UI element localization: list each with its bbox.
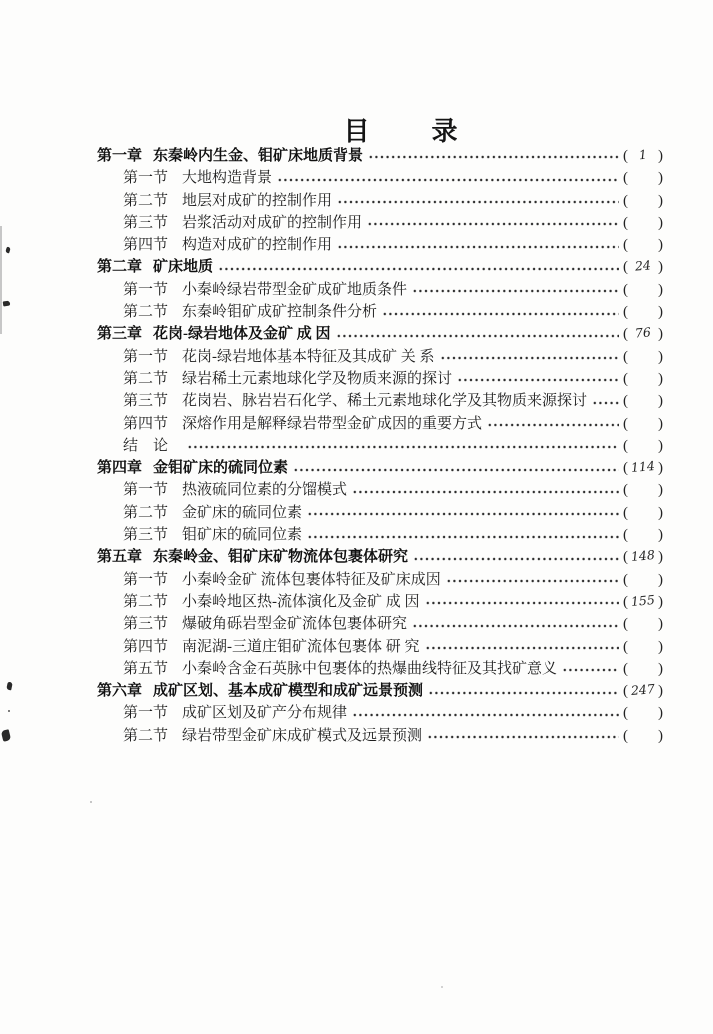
toc-entry-label: 第四节 — [123, 415, 169, 432]
close-paren: ) — [658, 148, 663, 164]
open-paren: ( — [623, 170, 628, 187]
toc-row — [97, 167, 663, 189]
toc-row — [97, 479, 663, 501]
open-paren: ( — [623, 281, 628, 298]
toc-entry-title: 深熔作用是解释绿岩带型金矿成因的重要方式 — [182, 415, 483, 432]
dot-leader — [425, 639, 619, 654]
open-paren: ( — [623, 660, 628, 677]
toc-row — [97, 301, 663, 323]
toc-entry-page — [623, 279, 663, 301]
dot-leader — [425, 595, 619, 610]
page-number — [628, 537, 658, 540]
open-paren: ( — [623, 437, 628, 454]
dot-leader — [412, 617, 619, 632]
page-number — [628, 648, 658, 651]
open-paren: ( — [623, 727, 628, 744]
dot-leader — [307, 505, 619, 520]
ink-smudge — [90, 801, 92, 803]
toc-entry-label: 第一章 — [97, 148, 143, 164]
toc-row — [97, 212, 663, 234]
toc-entry-page — [623, 569, 663, 591]
dot-leader — [562, 661, 619, 676]
toc-entry-label: 第一节 — [123, 705, 169, 722]
page-number — [628, 626, 658, 629]
ink-smudge — [5, 247, 11, 254]
page-number — [628, 425, 658, 428]
close-paren: ) — [658, 527, 663, 544]
dot-leader — [352, 706, 619, 721]
toc-entry-label: 第三节 — [123, 214, 169, 231]
close-paren: ) — [658, 437, 663, 454]
dot-leader — [307, 528, 619, 543]
close-paren: ) — [658, 482, 663, 499]
toc-entry-title: 钼矿床的硫同位素 — [182, 527, 303, 544]
toc-entry-page — [623, 346, 663, 368]
close-paren: ) — [658, 727, 663, 744]
toc-entry-title: 成矿区划及矿产分布规律 — [182, 705, 348, 722]
open-paren: ( — [623, 370, 628, 387]
toc-entry-label: 结 论 — [123, 437, 169, 454]
close-paren: ) — [658, 616, 663, 633]
toc-entry-title: 花岗-绿岩地体及金矿 成 因 — [153, 326, 331, 343]
toc-entry-title: 花岗-绿岩地体基本特征及其成矿 关 系 — [182, 348, 435, 365]
toc-entry-title: 东秦岭金、钼矿床矿物流体包裹体研究 — [153, 549, 409, 566]
toc-entry-label: 第二节 — [123, 192, 169, 209]
toc-entry-label: 第二节 — [123, 370, 169, 387]
toc-entry-label: 第二节 — [123, 304, 169, 321]
toc-row — [97, 435, 663, 457]
toc-row — [97, 569, 663, 591]
dot-leader — [446, 572, 619, 587]
toc-entry-page — [623, 234, 663, 256]
toc-entry-page — [623, 167, 663, 189]
toc-entry-label: 第五节 — [123, 660, 169, 677]
toc-entry-title: 南泥湖-三道庄钼矿流体包裹体 研 究 — [182, 638, 420, 655]
toc-entry-page — [623, 457, 663, 479]
open-paren: ( — [623, 348, 628, 365]
toc-entry-label: 第三节 — [123, 527, 169, 544]
dot-leader — [337, 238, 619, 253]
page-number: 247 — [630, 681, 656, 699]
toc-row — [97, 725, 663, 747]
toc-entry-title: 绿岩稀土元素地球化学及物质来源的探讨 — [182, 370, 453, 387]
open-paren: ( — [623, 571, 628, 588]
open-paren: ( — [623, 683, 628, 700]
toc-entry-title: 小秦岭绿岩带型金矿成矿地质条件 — [182, 281, 408, 298]
dot-leader — [368, 149, 619, 164]
toc-entry-title: 小秦岭金矿 流体包裹体特征及矿床成因 — [182, 571, 441, 588]
page-number: 76 — [634, 324, 652, 342]
toc-entry-title: 矿床地质 — [153, 259, 214, 276]
toc-entry-label: 第五章 — [97, 549, 143, 566]
toc-entry-label: 第一节 — [123, 482, 169, 499]
open-paren: ( — [623, 148, 628, 164]
toc-list — [97, 145, 663, 747]
open-paren: ( — [623, 527, 628, 544]
toc-row — [97, 234, 663, 256]
open-paren: ( — [623, 460, 628, 477]
close-paren: ) — [658, 593, 663, 610]
toc-row — [97, 323, 663, 345]
close-paren: ) — [658, 170, 663, 187]
page-number: 114 — [630, 458, 656, 476]
toc-entry-label: 第一节 — [123, 170, 169, 187]
toc-entry-page — [623, 725, 663, 747]
toc-entry-title: 小秦岭含金石英脉中包裹体的热爆曲线特征及其找矿意义 — [182, 660, 558, 677]
page-title: 目录 — [343, 117, 520, 147]
toc-entry-title: 花岗岩、脉岩岩石化学、稀土元素地球化学及其物质来源探讨 — [182, 393, 588, 410]
toc-entry-page — [623, 658, 663, 680]
toc-entry-label: 第一节 — [123, 281, 169, 298]
close-paren: ) — [658, 237, 663, 254]
toc-entry-page — [623, 212, 663, 234]
dot-leader — [413, 550, 619, 565]
toc-entry-label: 第三章 — [97, 326, 143, 343]
page-number — [628, 492, 658, 495]
close-paren: ) — [658, 571, 663, 588]
page-number — [628, 291, 658, 294]
page-number — [628, 671, 658, 674]
close-paren: ) — [658, 683, 663, 700]
dot-leader — [412, 282, 619, 297]
dot-leader — [487, 416, 619, 431]
toc-entry-label: 第一节 — [123, 571, 169, 588]
toc-row — [97, 524, 663, 546]
toc-entry-page — [623, 502, 663, 524]
dot-leader — [382, 305, 619, 320]
dot-leader — [277, 171, 619, 186]
page-number — [628, 225, 658, 228]
toc-entry-title: 成矿区划、基本成矿模型和成矿远景预测 — [153, 683, 424, 700]
close-paren: ) — [658, 549, 663, 566]
close-paren: ) — [658, 705, 663, 722]
toc-entry-page — [623, 479, 663, 501]
page-number — [628, 202, 658, 205]
dot-leader — [427, 728, 619, 743]
ink-smudge — [441, 986, 443, 988]
close-paren: ) — [658, 214, 663, 231]
toc-entry-title: 构造对成矿的控制作用 — [182, 237, 333, 254]
scan-edge-line — [0, 226, 2, 334]
toc-entry-title: 热液硫同位素的分馏模式 — [182, 482, 348, 499]
page-number: 148 — [630, 547, 656, 565]
open-paren: ( — [623, 214, 628, 231]
toc-entry-label: 第二节 — [123, 504, 169, 521]
open-paren: ( — [623, 549, 628, 566]
toc-entry-page — [623, 301, 663, 323]
toc-entry-label: 第四章 — [97, 460, 143, 477]
toc-entry-title: 金矿床的硫同位素 — [182, 504, 303, 521]
toc-row — [97, 390, 663, 412]
toc-entry-page — [623, 323, 663, 345]
page-number — [628, 581, 658, 584]
page-number: 1 — [638, 146, 648, 163]
page-number — [628, 514, 658, 517]
toc-entry-page — [623, 256, 663, 278]
toc-entry-label: 第四节 — [123, 638, 169, 655]
ink-smudge — [1, 729, 11, 742]
toc-row — [97, 368, 663, 390]
close-paren: ) — [658, 326, 663, 343]
toc-entry-page — [623, 368, 663, 390]
toc-row — [97, 613, 663, 635]
page-number — [628, 180, 658, 183]
toc-entry-page — [623, 702, 663, 724]
toc-entry-page — [623, 435, 663, 457]
toc-entry-label: 第六章 — [97, 683, 143, 700]
toc-entry-label: 第三节 — [123, 393, 169, 410]
toc-entry-title: 岩浆活动对成矿的控制作用 — [182, 214, 363, 231]
toc-entry-label: 第二节 — [123, 593, 169, 610]
dot-leader — [457, 372, 619, 387]
dot-leader — [352, 483, 619, 498]
toc-entry-page — [623, 524, 663, 546]
open-paren: ( — [623, 415, 628, 432]
toc-row — [97, 546, 663, 568]
toc-row — [97, 413, 663, 435]
toc-entry-title: 爆破角砾岩型金矿流体包裹体研究 — [182, 616, 408, 633]
toc-entry-title: 金钼矿床的硫同位素 — [153, 460, 289, 477]
page-number — [628, 737, 658, 740]
toc-entry-title: 东秦岭钼矿成矿控制条件分析 — [182, 304, 378, 321]
close-paren: ) — [658, 460, 663, 477]
page-number — [628, 381, 658, 384]
close-paren: ) — [658, 370, 663, 387]
toc-row — [97, 680, 663, 702]
close-paren: ) — [658, 660, 663, 677]
close-paren: ) — [658, 638, 663, 655]
toc-entry-page — [623, 636, 663, 658]
toc-row — [97, 658, 663, 680]
toc-entry-page — [623, 145, 663, 167]
toc-entry-label: 第三节 — [123, 616, 169, 633]
open-paren: ( — [623, 393, 628, 410]
dot-leader — [592, 394, 619, 409]
dot-leader — [187, 439, 619, 454]
close-paren: ) — [658, 192, 663, 209]
close-paren: ) — [658, 348, 663, 365]
open-paren: ( — [623, 616, 628, 633]
toc-row — [97, 256, 663, 278]
close-paren: ) — [658, 281, 663, 298]
dot-leader — [336, 327, 619, 342]
page-number — [628, 247, 658, 250]
page-number — [628, 314, 658, 317]
toc-entry-page — [623, 390, 663, 412]
ink-smudge — [3, 301, 11, 307]
toc-entry-title: 地层对成矿的控制作用 — [182, 192, 333, 209]
close-paren: ) — [658, 415, 663, 432]
toc-entry-label: 第一节 — [123, 348, 169, 365]
open-paren: ( — [623, 705, 628, 722]
close-paren: ) — [658, 504, 663, 521]
toc-row — [97, 346, 663, 368]
toc-row — [97, 702, 663, 724]
page-number: 155 — [630, 591, 656, 609]
toc-entry-page — [623, 190, 663, 212]
open-paren: ( — [623, 482, 628, 499]
dot-leader — [428, 684, 619, 699]
toc-entry-page — [623, 680, 663, 702]
toc-row — [97, 502, 663, 524]
open-paren: ( — [623, 638, 628, 655]
toc-entry-page — [623, 546, 663, 568]
toc-entry-title: 东秦岭内生金、钼矿床地质背景 — [153, 148, 364, 164]
toc-entry-label: 第二章 — [97, 259, 143, 276]
toc-row — [97, 279, 663, 301]
page-number: 24 — [634, 257, 652, 275]
close-paren: ) — [658, 259, 663, 276]
toc-row — [97, 145, 663, 167]
toc-entry-page — [623, 413, 663, 435]
toc-entry-title: 绿岩带型金矿床成矿模式及远景预测 — [182, 727, 423, 744]
toc-entry-title: 大地构造背景 — [182, 170, 273, 187]
toc-entry-title: 小秦岭地区热-流体演化及金矿 成 因 — [182, 593, 420, 610]
toc-entry-label: 第四节 — [123, 237, 169, 254]
ink-smudge — [8, 710, 10, 712]
toc-row — [97, 591, 663, 613]
open-paren: ( — [623, 259, 628, 276]
dot-leader — [337, 193, 619, 208]
page-number — [628, 403, 658, 406]
toc-entry-page — [623, 613, 663, 635]
dot-leader — [440, 349, 619, 364]
dot-leader — [293, 461, 619, 476]
open-paren: ( — [623, 304, 628, 321]
open-paren: ( — [623, 192, 628, 209]
toc-row — [97, 190, 663, 212]
ink-smudge — [6, 682, 13, 691]
open-paren: ( — [623, 504, 628, 521]
toc-row — [97, 636, 663, 658]
open-paren: ( — [623, 326, 628, 343]
toc-entry-label: 第二节 — [123, 727, 169, 744]
dot-leader — [367, 216, 619, 231]
page-number — [628, 358, 658, 361]
close-paren: ) — [658, 304, 663, 321]
toc-row — [97, 457, 663, 479]
toc-entry-page — [623, 591, 663, 613]
open-paren: ( — [623, 237, 628, 254]
page-number — [628, 715, 658, 718]
close-paren: ) — [658, 393, 663, 410]
dot-leader — [218, 260, 619, 275]
open-paren: ( — [623, 593, 628, 610]
page-number — [628, 448, 658, 451]
